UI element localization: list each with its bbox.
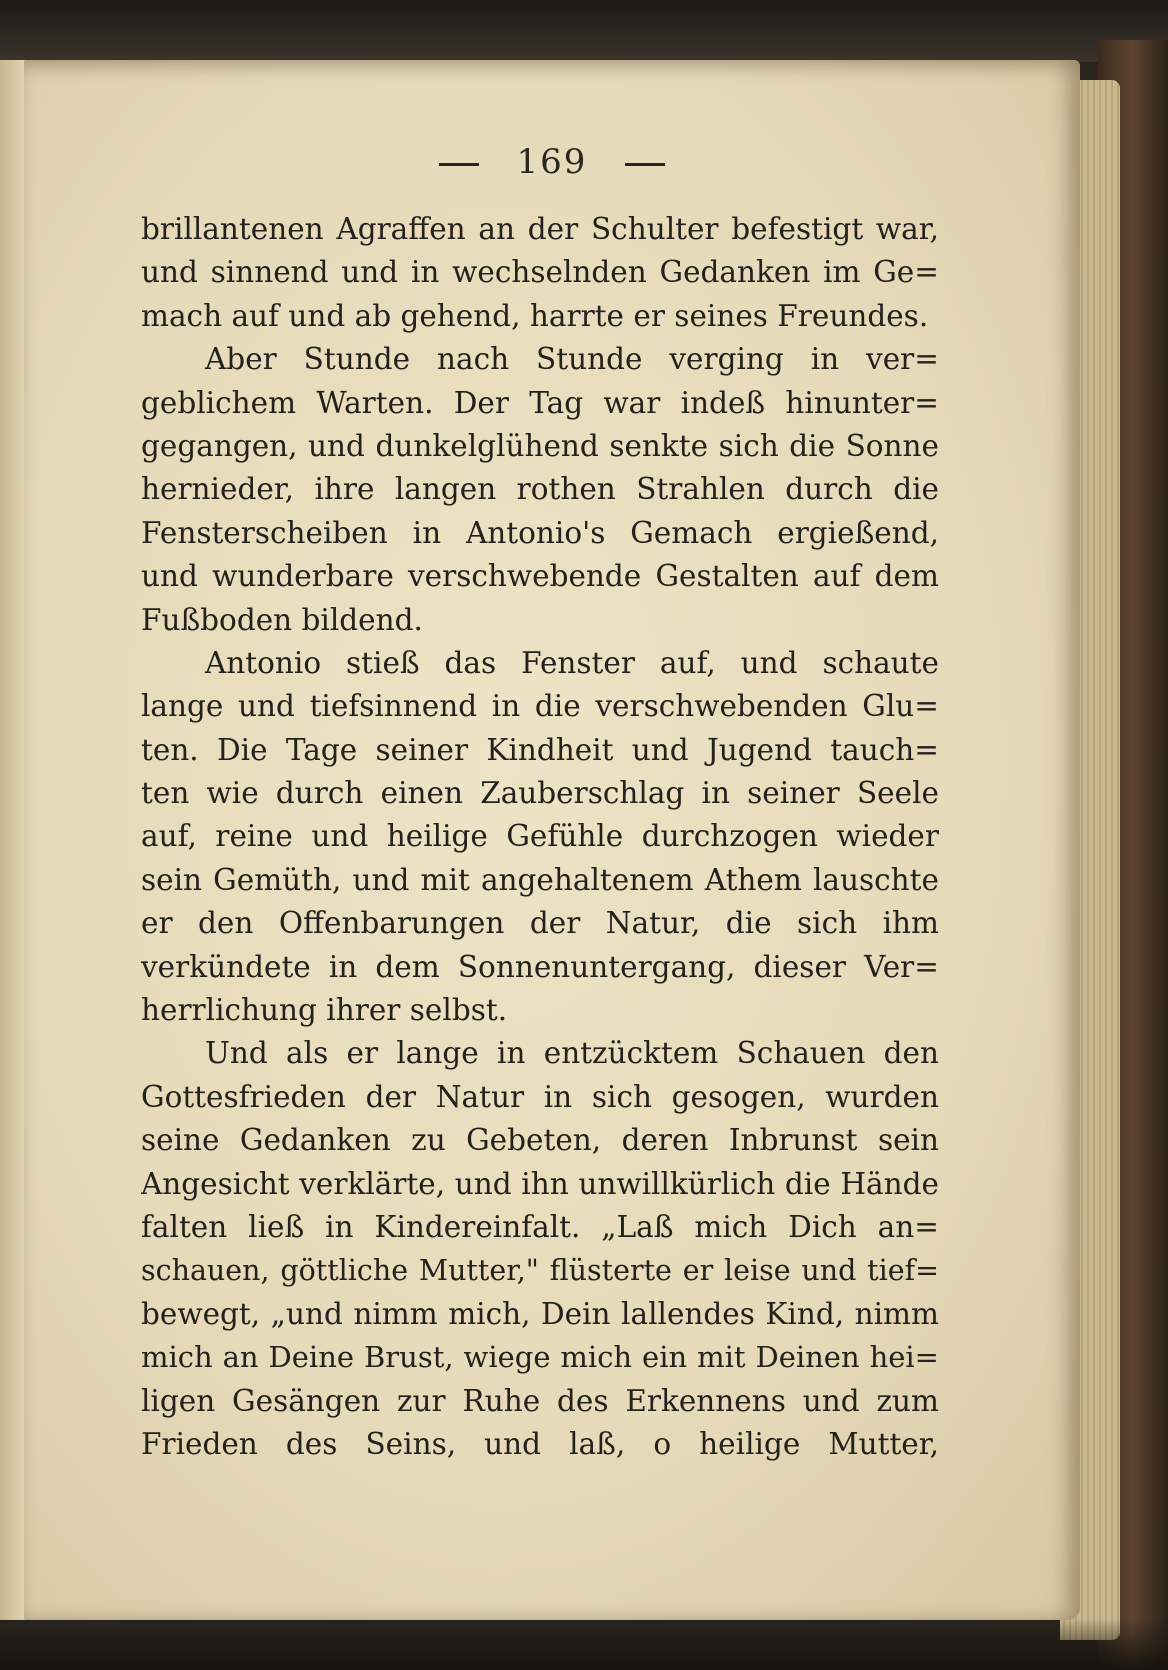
book-page	[24, 60, 1080, 1620]
text-line: Angesicht verklärte, und ihn unwillkürlich die Hände	[141, 1166, 939, 1201]
page-number	[24, 142, 1080, 182]
text-line: schauen, göttliche Mutter," flüsterte er leise und tief=	[141, 1254, 939, 1288]
body-text	[141, 208, 939, 1466]
text-line: ligen Gesängen zur Ruhe des Erkennens und zum	[141, 1383, 939, 1418]
text-line: herrlichung ihrer selbst.	[141, 993, 508, 1028]
page-number-dash-right	[625, 163, 665, 166]
text-line: Gottesfrieden der Natur in sich gesogen, wurden	[141, 1079, 939, 1114]
text-line: brillantenen Agraffen an der Schulter befestigt war,	[141, 212, 939, 246]
bottom-shadow	[0, 1618, 1168, 1670]
text-line: Fensterscheiben in Antonio's Gemach ergießend,	[141, 515, 939, 550]
text-line: Fußboden bildend.	[141, 602, 423, 637]
text-line: gegangen, und dunkelglühend senkte sich die Sonne	[141, 428, 939, 463]
text-line: lange und tiefsinnend in die verschwebenden Glu=	[141, 689, 939, 724]
text-line: bewegt, „und nimm mich, Dein lallendes Kind, nimm	[141, 1296, 939, 1331]
text-line: mach auf und ab gehend, harrte er seines Freundes.	[141, 298, 929, 333]
text-line: geblichem Warten. Der Tag war indeß hinunter=	[141, 385, 939, 420]
text-line: Frieden des Seins, und laß, o heilige Mutter,	[141, 1426, 939, 1461]
text-line: Antonio stieß das Fenster auf, und schaute	[205, 645, 939, 680]
text-line: Aber Stunde nach Stunde verging in ver=	[205, 342, 939, 377]
book-top-edge	[0, 0, 1168, 62]
text-line: Und als er lange in entzücktem Schauen den	[205, 1036, 939, 1071]
text-line: sein Gemüth, und mit angehaltenem Athem lauschte	[141, 862, 939, 897]
text-line: mich an Deine Brust, wiege mich ein mit Deinen hei=	[141, 1340, 939, 1375]
text-line: und sinnend und in wechselnden Gedanken im Ge=	[141, 255, 939, 290]
text-line: seine Gedanken zu Gebeten, deren Inbrunst sein	[141, 1123, 939, 1158]
text-line: und wunderbare verschwebende Gestalten auf dem	[141, 559, 939, 594]
text-line: hernieder, ihre langen rothen Strahlen durch die	[141, 472, 939, 507]
text-line: falten ließ in Kindereinfalt. „Laß mich Dich an=	[141, 1209, 939, 1244]
text-line: ten wie durch einen Zauberschlag in seiner Seele	[141, 776, 939, 811]
text-line: verkündete in dem Sonnenuntergang, dieser Ver=	[141, 949, 939, 984]
text-line: ten. Die Tage seiner Kindheit und Jugend tauch=	[141, 732, 939, 767]
text-line: auf, reine und heilige Gefühle durchzogen wieder	[141, 819, 939, 854]
page-number-value: 169	[516, 142, 588, 182]
text-line: er den Offenbarungen der Natur, die sich ihm	[141, 906, 939, 941]
page-number-dash-left	[439, 163, 479, 166]
